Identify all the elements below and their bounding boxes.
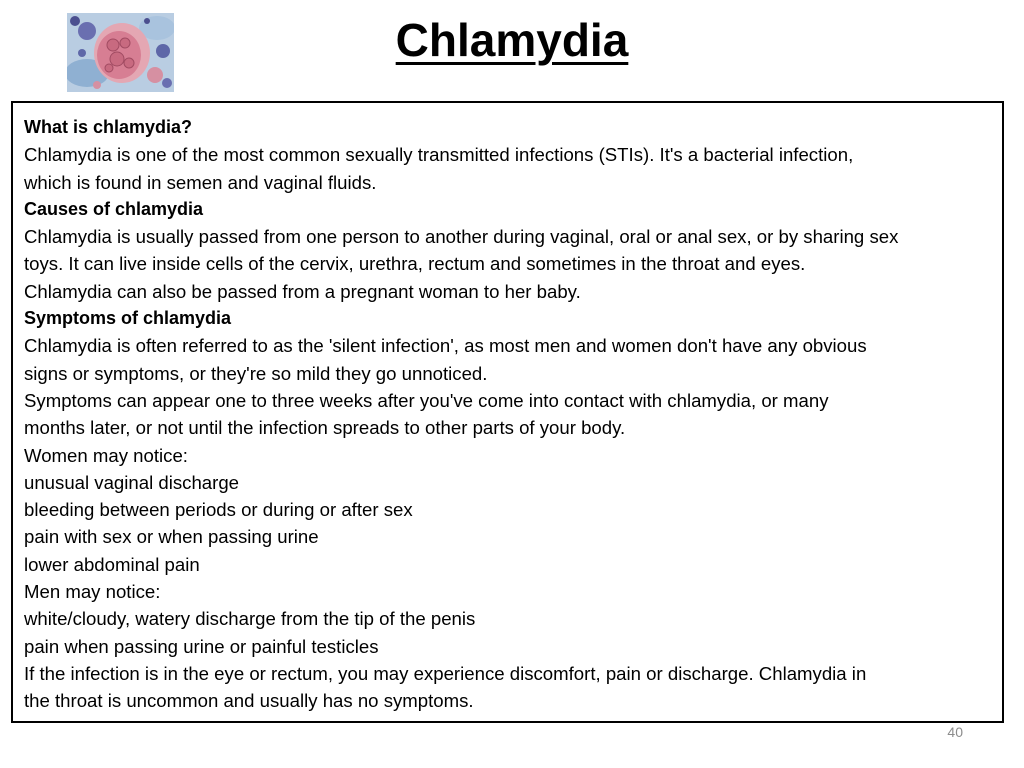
text-line: If the infection is in the eye or rectum, you may experience discomfort, pain or discharge. Chlamydia in bbox=[24, 662, 867, 684]
symptom-item: bleeding between periods or during or after sex bbox=[24, 499, 413, 521]
text-line: Chlamydia is one of the most common sexually transmitted infections (STIs). It's a bacterial infection, bbox=[24, 144, 854, 166]
slide-title-text: Chlamydia bbox=[395, 14, 629, 66]
page-number: 40 bbox=[947, 724, 963, 740]
text-line: the throat is uncommon and usually has no symptoms. bbox=[24, 690, 474, 712]
text-line: signs or symptoms, or they're so mild they go unnoticed. bbox=[24, 362, 488, 384]
heading-causes: Causes of chlamydia bbox=[24, 198, 204, 219]
symptom-item: pain when passing urine or painful testicles bbox=[24, 635, 379, 657]
women-notice-label: Women may notice: bbox=[24, 444, 188, 466]
text-line: Symptoms can appear one to three weeks after you've come into contact with chlamydia, or many bbox=[24, 389, 829, 411]
content-box bbox=[11, 101, 1004, 723]
symptom-item: unusual vaginal discharge bbox=[24, 471, 240, 493]
symptom-item: pain with sex or when passing urine bbox=[24, 526, 319, 548]
text-line: which is found in semen and vaginal fluids. bbox=[24, 171, 377, 193]
text-line: toys. It can live inside cells of the cervix, urethra, rectum and sometimes in the throat and eyes. bbox=[24, 253, 806, 275]
text-line: Chlamydia is often referred to as the 'silent infection', as most men and women don't have any obvious bbox=[24, 335, 867, 357]
slide-title bbox=[0, 12, 1024, 68]
text-line: Chlamydia can also be passed from a pregnant woman to her baby. bbox=[24, 280, 581, 302]
symptom-item: white/cloudy, watery discharge from the tip of the penis bbox=[24, 608, 476, 630]
heading-symptoms: Symptoms of chlamydia bbox=[24, 308, 232, 329]
symptom-item: lower abdominal pain bbox=[24, 553, 200, 575]
men-notice-label: Men may notice: bbox=[24, 581, 161, 603]
heading-what-is: What is chlamydia? bbox=[24, 117, 193, 137]
text-line: Chlamydia is usually passed from one person to another during vaginal, oral or anal sex, or by sharing sex bbox=[24, 226, 899, 248]
text-line: months later, or not until the infection spreads to other parts of your body. bbox=[24, 417, 626, 439]
